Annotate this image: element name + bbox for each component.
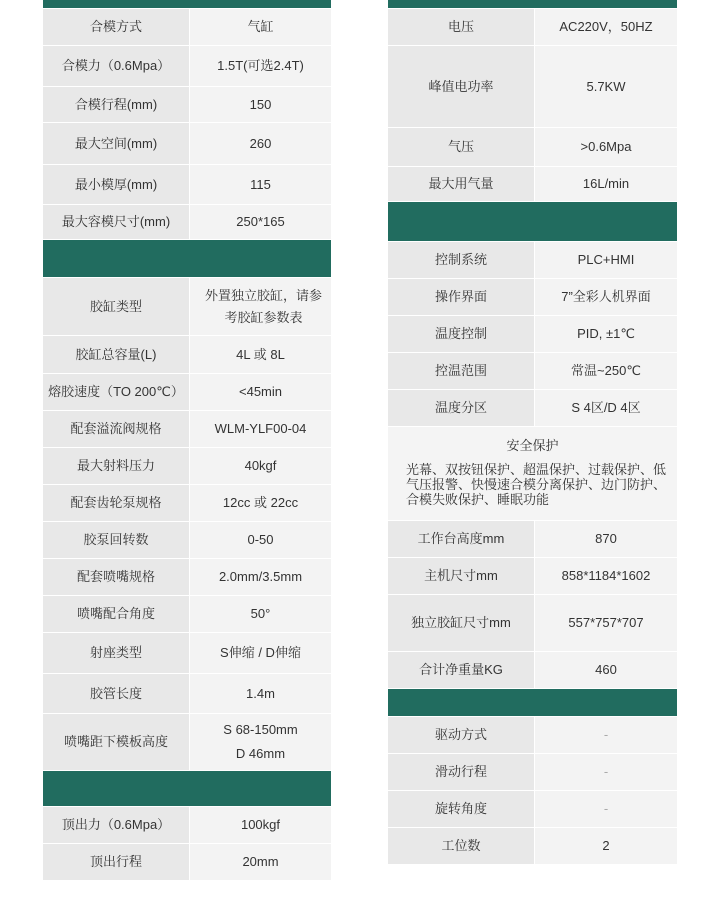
- spec-row: [388, 652, 677, 688]
- spec-row: [43, 278, 331, 335]
- spec-value: 12cc 或 22cc: [190, 485, 331, 521]
- spec-row: [388, 717, 677, 753]
- spec-label: 主机尺寸mm: [388, 558, 534, 594]
- spec-label: 合模力（0.6Mpa）: [43, 46, 189, 86]
- spec-row: [43, 674, 331, 713]
- spec-value: 常温~250℃: [535, 353, 677, 389]
- spec-value: WLM-YLF00-04: [190, 411, 331, 447]
- spec-row: [43, 205, 331, 239]
- spec-value: AC220V，50HZ: [535, 9, 677, 45]
- spec-value: 2.0mm/3.5mm: [190, 559, 331, 595]
- spec-row: [43, 485, 331, 521]
- spec-row: [43, 87, 331, 122]
- spec-value: 260: [190, 123, 331, 164]
- spec-label: 温度控制: [388, 316, 534, 352]
- spec-row: [388, 558, 677, 594]
- spec-row: [43, 46, 331, 86]
- spec-row: [43, 336, 331, 373]
- spec-value: >0.6Mpa: [535, 128, 677, 166]
- spec-label: 配套溢流阀规格: [43, 411, 189, 447]
- spec-value: 气缸: [190, 9, 331, 45]
- spec-value: -: [535, 754, 677, 790]
- spec-row: [43, 714, 331, 770]
- spec-value: S伸缩 / D伸缩: [190, 633, 331, 673]
- spec-row: [43, 844, 331, 880]
- spec-row: [43, 559, 331, 595]
- section-header-bar: [43, 771, 331, 806]
- spec-value: 16L/min: [535, 167, 677, 201]
- spec-row: [43, 596, 331, 632]
- spec-label: 胶管长度: [43, 674, 189, 713]
- spec-label: 顶出力（0.6Mpa）: [43, 807, 189, 843]
- spec-row: [388, 754, 677, 790]
- spec-label: 熔胶速度（TO 200℃）: [43, 374, 189, 410]
- spec-row: [43, 633, 331, 673]
- spec-value: 1.5T(可选2.4T): [190, 46, 331, 86]
- spec-label: 合计净重量KG: [388, 652, 534, 688]
- spec-value: <45min: [190, 374, 331, 410]
- spec-label: 操作界面: [388, 279, 534, 315]
- spec-label: 滑动行程: [388, 754, 534, 790]
- spec-label: 工位数: [388, 828, 534, 864]
- spec-label: 最大用气量: [388, 167, 534, 201]
- spec-row: [388, 242, 677, 278]
- spec-value: -: [535, 791, 677, 827]
- spec-value: S 68-150mm D 46mm: [190, 714, 331, 770]
- safety-protection-block: [388, 427, 677, 520]
- spec-row: [43, 123, 331, 164]
- spec-label: 胶缸总容量(L): [43, 336, 189, 373]
- spec-label: 工作台高度mm: [388, 521, 534, 557]
- safety-protection-text: 光幕、双按钮保护、超温保护、过载保护、低气压报警、快慢速合模分离保护、边门防护、合模失败保护、睡眠功能: [406, 462, 667, 507]
- spec-value: PID, ±1℃: [535, 316, 677, 352]
- section-header-bar: [388, 689, 677, 716]
- spec-value: 5.7KW: [535, 46, 677, 127]
- spec-row: [43, 411, 331, 447]
- spec-row: [388, 828, 677, 864]
- left-spec-table: [43, 0, 331, 881]
- spec-label: 最小模厚(mm): [43, 165, 189, 204]
- spec-label: 控制系统: [388, 242, 534, 278]
- section-header-bar: [43, 0, 331, 8]
- spec-label: 配套喷嘴规格: [43, 559, 189, 595]
- spec-value: 40kgf: [190, 448, 331, 484]
- spec-row: [388, 595, 677, 651]
- spec-label: 峰值电功率: [388, 46, 534, 127]
- spec-value: 858*1184*1602: [535, 558, 677, 594]
- spec-value: 115: [190, 165, 331, 204]
- spec-label: 温度分区: [388, 390, 534, 426]
- spec-value: 1.4m: [190, 674, 331, 713]
- spec-label: 喷嘴距下模板高度: [43, 714, 189, 770]
- section-header-bar: [388, 0, 677, 8]
- spec-value: 4L 或 8L: [190, 336, 331, 373]
- section-header-bar: [43, 240, 331, 277]
- spec-label: 合模方式: [43, 9, 189, 45]
- spec-row: [43, 807, 331, 843]
- spec-label: 喷嘴配合角度: [43, 596, 189, 632]
- spec-value: 20mm: [190, 844, 331, 880]
- spec-label: 独立胶缸尺寸mm: [388, 595, 534, 651]
- section-header-bar: [388, 202, 677, 241]
- spec-value: 7”全彩人机界面: [535, 279, 677, 315]
- spec-row: [388, 521, 677, 557]
- spec-row: [388, 128, 677, 166]
- spec-value: 460: [535, 652, 677, 688]
- spec-value: S 4区/D 4区: [535, 390, 677, 426]
- spec-value: 0-50: [190, 522, 331, 558]
- spec-value: 250*165: [190, 205, 331, 239]
- spec-row: [388, 279, 677, 315]
- spec-row: [388, 316, 677, 352]
- spec-label: 控温范围: [388, 353, 534, 389]
- spec-row: [43, 374, 331, 410]
- spec-label: 最大空间(mm): [43, 123, 189, 164]
- spec-row: [388, 46, 677, 127]
- spec-row: [388, 791, 677, 827]
- spec-row: [43, 165, 331, 204]
- spec-value: 557*757*707: [535, 595, 677, 651]
- spec-row: [388, 167, 677, 201]
- spec-label: 胶缸类型: [43, 278, 189, 335]
- spec-label: 合模行程(mm): [43, 87, 189, 122]
- spec-label: 驱动方式: [388, 717, 534, 753]
- right-spec-table: [388, 0, 677, 865]
- spec-row: [43, 448, 331, 484]
- spec-value: 150: [190, 87, 331, 122]
- spec-label: 胶泵回转数: [43, 522, 189, 558]
- spec-value: PLC+HMI: [535, 242, 677, 278]
- safety-protection-title: 安全保护: [506, 438, 559, 453]
- spec-label: 最大容模尺寸(mm): [43, 205, 189, 239]
- spec-row: [43, 522, 331, 558]
- spec-label: 气压: [388, 128, 534, 166]
- spec-row: [388, 9, 677, 45]
- spec-label: 顶出行程: [43, 844, 189, 880]
- spec-row: [388, 390, 677, 426]
- spec-row: [388, 353, 677, 389]
- spec-value: -: [535, 717, 677, 753]
- spec-value: 2: [535, 828, 677, 864]
- spec-label: 电压: [388, 9, 534, 45]
- spec-label: 配套齿轮泵规格: [43, 485, 189, 521]
- spec-value: 870: [535, 521, 677, 557]
- spec-row: [43, 9, 331, 45]
- spec-value: 50°: [190, 596, 331, 632]
- spec-value: 100kgf: [190, 807, 331, 843]
- spec-label: 射座类型: [43, 633, 189, 673]
- spec-label: 最大射料压力: [43, 448, 189, 484]
- spec-value: 外置独立胶缸，请参考胶缸参数表: [190, 278, 331, 335]
- spec-label: 旋转角度: [388, 791, 534, 827]
